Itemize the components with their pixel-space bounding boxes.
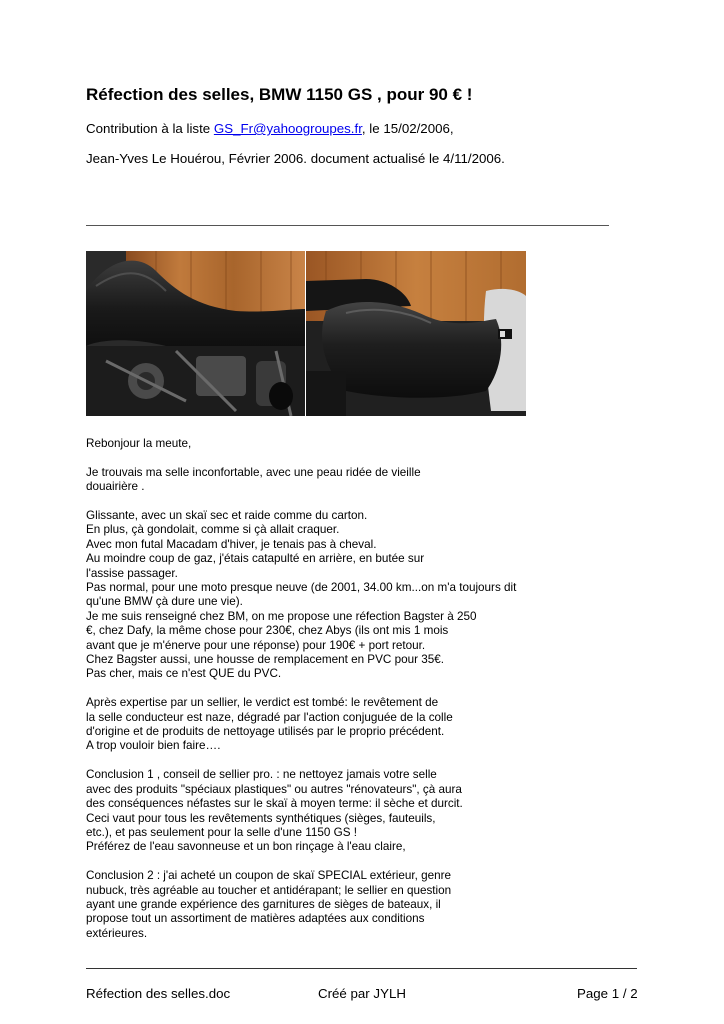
paragraph-line: qu'une BMW çà dure une vie). [86, 595, 243, 609]
paragraph-line: Au moindre coup de gaz, j'étais catapulté en arrière, en butée sur [86, 552, 425, 566]
seat-photo-right [306, 251, 526, 416]
paragraph-line: avec des produits "spéciaux plastiques" ou autres "rénovateurs", çà aura [86, 782, 462, 796]
paragraph-line: l'assise passager. [86, 566, 178, 580]
footer-divider [86, 968, 637, 969]
body-paragraph [86, 696, 546, 754]
body-paragraph [86, 466, 546, 495]
paragraph-line: Chez Bagster aussi, une housse de remplacement en PVC pour 35€. [86, 653, 444, 667]
paragraph-line: la selle conducteur est naze, dégradé par l'action conjuguée de la colle [86, 710, 453, 724]
paragraph-line: Conclusion 1 , conseil de sellier pro. : ne nettoyez jamais votre selle [86, 768, 437, 782]
paragraph-line: Je me suis renseigné chez BM, on me propose une réfection Bagster à 250 [86, 609, 477, 623]
paragraph-line: Pas normal, pour une moto presque neuve (de 2001, 34.00 km...on m'a toujours dit [86, 581, 517, 595]
paragraph-line: douairière . [86, 480, 145, 494]
paragraph-line: etc.), et pas seulement pour la selle d'une 1150 GS ! [86, 825, 357, 839]
footer-filename: Réfection des selles.doc [86, 986, 231, 1001]
paragraph-line: propose tout un assortiment de matières adaptées aux conditions [86, 912, 425, 926]
paragraph-line: nubuck, très agréable au toucher et antidérapant; le sellier en question [86, 883, 452, 897]
paragraph-line: Préférez de l'eau savonneuse et un bon rinçage à l'eau claire, [86, 840, 406, 854]
article-body [86, 437, 546, 956]
paragraph-line: En plus, çà gondolait, comme si çà allait craquer. [86, 523, 340, 537]
contribution-prefix: Contribution à la liste [86, 121, 214, 136]
page-number: Page 1 / 2 [577, 986, 638, 1001]
paragraph-line: Je trouvais ma selle inconfortable, avec une peau ridée de vieille [86, 465, 421, 479]
header-divider [86, 225, 609, 226]
paragraph-line: Pas cher, mais ce n'est QUE du PVC. [86, 667, 282, 681]
footer-author: Créé par JYLH [318, 986, 406, 1001]
paragraph-line: Après expertise par un sellier, le verdict est tombé: le revêtement de [86, 696, 439, 710]
paragraph-line: extérieures. [86, 926, 148, 940]
body-paragraph [86, 869, 546, 941]
paragraph-line: ayant une grande expérience des garnitures de sièges de bateaux, il [86, 897, 441, 911]
paragraph-line: Conclusion 2 : j'ai acheté un coupon de skaï SPECIAL extérieur, genre [86, 869, 451, 883]
paragraph-line: avant que je m'énerve pour une réponse) pour 190€ + port retour. [86, 638, 426, 652]
contribution-date: , le 15/02/2006, [361, 121, 454, 136]
paragraph-line: A trop vouloir bien faire…. [86, 739, 221, 753]
body-paragraph [86, 509, 546, 682]
body-paragraph [86, 768, 546, 854]
contribution-line [86, 121, 454, 136]
document-title: Réfection des selles, BMW 1150 GS , pour 90 € ! [86, 85, 473, 104]
mailing-list-link[interactable]: GS_Fr@yahoogroupes.fr [213, 121, 362, 136]
paragraph-line: Ceci vaut pour tous les revêtements synthétiques (sièges, fauteuils, [86, 811, 436, 825]
paragraph-line: des conséquences néfastes sur le skaï à moyen terme: il sèche et durcit. [86, 797, 463, 811]
seat-photo-left [86, 251, 305, 416]
author-line: Jean-Yves Le Houérou, Février 2006. document actualisé le 4/11/2006. [86, 151, 505, 166]
paragraph-line: Rebonjour la meute, [86, 437, 192, 450]
paragraph-line: d'origine et de produits de nettoyage utilisés par le proprio précédent. [86, 725, 445, 739]
paragraph-line: Avec mon futal Macadam d'hiver, je tenais pas à cheval. [86, 537, 377, 551]
paragraph-line: €, chez Dafy, la même chose pour 230€, chez Abys (ils ont mis 1 mois [86, 624, 449, 638]
body-paragraph [86, 437, 546, 451]
paragraph-line: Glissante, avec un skaï sec et raide comme du carton. [86, 509, 368, 522]
